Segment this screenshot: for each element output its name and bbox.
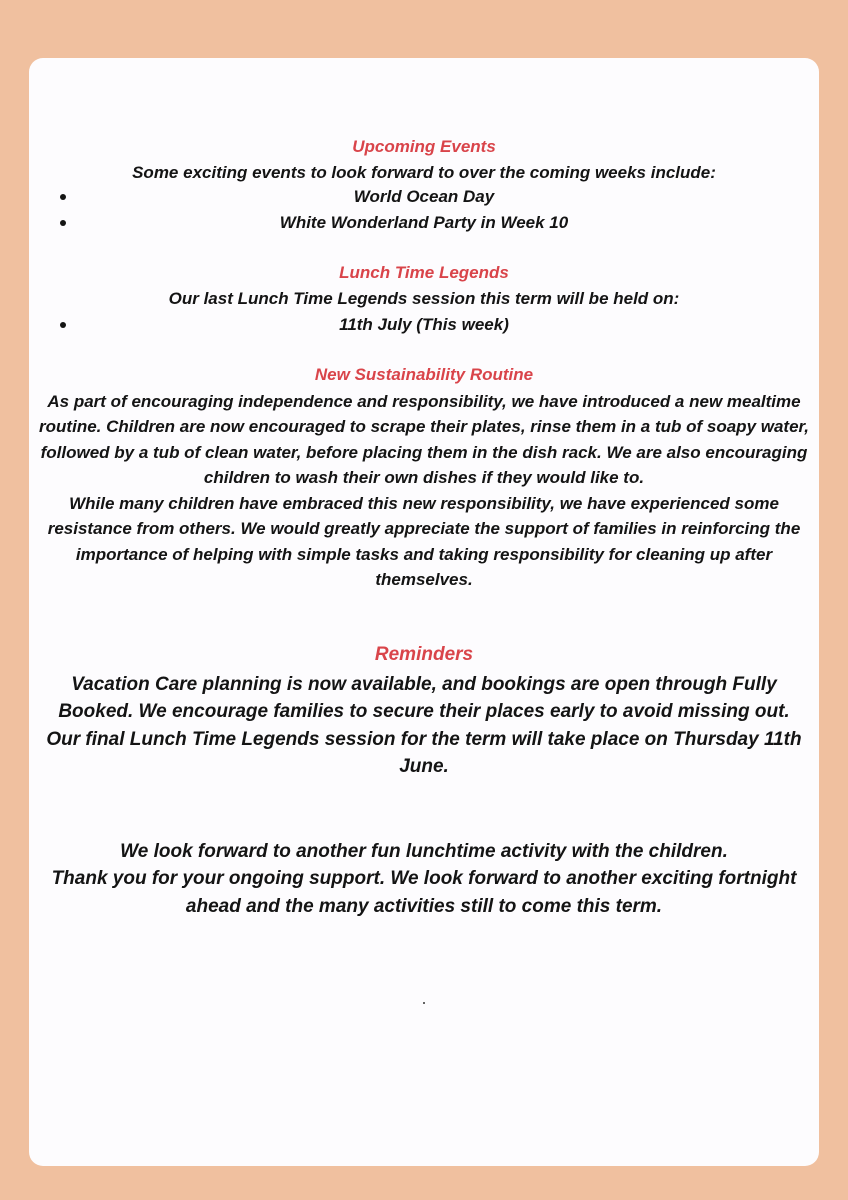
list-item [29, 211, 819, 235]
newsletter-card [29, 58, 819, 1166]
list-item [29, 185, 819, 209]
closing-line-2: Thank you for your ongoing support. We look forward to another exciting fortnight ahead and the many activities still to come this term. [51, 868, 797, 917]
sustainability-paragraph-2: While many children have embraced this new responsibility, we have experienced some resistance from others. We would greatly appreciate the support of families in reinforcing the importance of helping with simple tasks and taking responsibility for cleaning up after themselves. [47, 494, 801, 590]
lunch-time-legends-intro: Our last Lunch Time Legends session this term will be held on: [168, 289, 680, 308]
reminders-heading: Reminders [374, 644, 474, 665]
footer-mark [423, 1002, 425, 1004]
lunch-time-legends-heading: Lunch Time Legends [339, 263, 509, 282]
upcoming-events-heading: Upcoming Events [352, 137, 496, 156]
sustainability-paragraph-1: As part of encouraging independence and responsibility, we have introduced a new mealtime routine. Children are now encouraged to scrape their plates, rinse them in a tub of soapy water, followed by a tub of clean water, before placing them in the dish rack. We are also encouraging children to wash their own dishes if they would like to. [39, 392, 809, 488]
sustainability-heading: New Sustainability Routine [314, 365, 534, 384]
upcoming-events-intro: Some exciting events to look forward to over the coming weeks include: [132, 163, 716, 182]
lunch-date-item: 11th July (This week) [339, 315, 509, 334]
upcoming-event-item: White Wonderland Party in Week 10 [279, 213, 569, 232]
list-item [29, 313, 819, 337]
closing-line-1: We look forward to another fun lunchtime activity with the children. [120, 841, 728, 862]
reminders-text: Vacation Care planning is now available, and bookings are open through Fully Booked. We encourage families to secure their places early to avoid missing out. Our final Lunch Time Legends session for the term will take place on Thursday 11th June. [46, 674, 802, 777]
upcoming-event-item: World Ocean Day [353, 187, 495, 206]
